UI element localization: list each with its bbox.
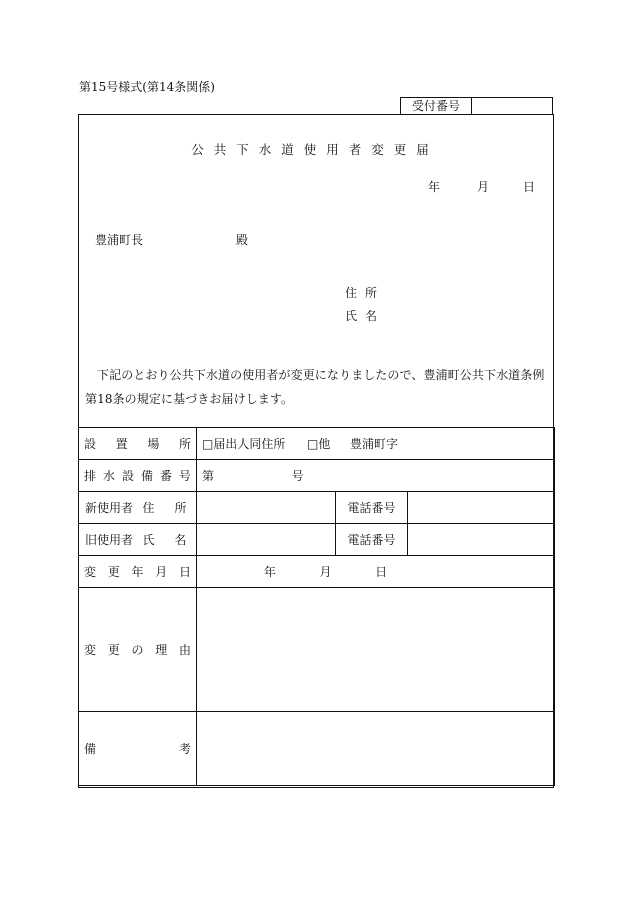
label-char: 変: [84, 643, 97, 657]
label-char: 置: [115, 437, 128, 451]
label-char: 変: [84, 565, 97, 579]
reason-label-text: [84, 641, 191, 658]
declaration-text: 下記のとおり公共下水道の使用者が変更になりましたので、豊浦町公共下水道条例第18条の規定に基づきお届けします。: [85, 368, 545, 406]
label-char: 所: [178, 437, 191, 451]
change-date-field[interactable]: [197, 556, 555, 588]
new-user-address-field[interactable]: [197, 492, 336, 524]
label-char: 更: [107, 643, 120, 657]
change-date-day: 日: [375, 565, 388, 579]
label-char: 号: [178, 469, 191, 483]
change-date-month: 月: [319, 565, 332, 579]
reason-label: [79, 588, 197, 712]
old-user-name-field[interactable]: [197, 524, 336, 556]
drain-number-label-text: [84, 467, 191, 484]
label-char: 氏: [142, 533, 155, 547]
location-label: [79, 428, 197, 460]
same-address-checkbox[interactable]: □届出人同住所: [202, 437, 286, 451]
receipt-number-field[interactable]: [472, 98, 552, 115]
old-user-name-label: [137, 524, 197, 556]
label-char: 備: [84, 742, 97, 756]
new-user-phone-label: 電話番号: [336, 492, 408, 524]
new-user-label: 新使用者: [79, 492, 137, 524]
label-char: 住: [142, 501, 155, 515]
label-char: 考: [178, 742, 191, 756]
remarks-field[interactable]: [197, 712, 555, 786]
addressee: 豊浦町長: [95, 233, 144, 247]
label-char: 排: [84, 469, 97, 483]
form-table: [78, 427, 555, 786]
date-month-label: 月: [477, 180, 490, 194]
change-date-label-text: [84, 563, 191, 580]
remarks-label-text: [84, 740, 191, 757]
new-user-address-text: [143, 499, 187, 516]
change-date-year: 年: [263, 565, 276, 579]
old-user-label: 旧使用者: [79, 524, 137, 556]
honorific: 殿: [236, 233, 249, 247]
new-user-address-label: [137, 492, 197, 524]
old-user-phone-field[interactable]: [408, 524, 555, 556]
label-char: 所: [174, 501, 187, 515]
label-char: 設: [84, 437, 97, 451]
label-char: 番: [159, 469, 172, 483]
label-char: 日: [178, 565, 191, 579]
location-label-text: [84, 435, 191, 452]
label-char: 名: [174, 533, 187, 547]
receipt-number-box: [400, 97, 553, 115]
label-char: 備: [140, 469, 153, 483]
other-checkbox[interactable]: □他: [307, 437, 331, 451]
form-number: 第15号様式(第14条関係): [79, 80, 215, 94]
reason-field[interactable]: [197, 588, 555, 712]
applicant-name-label: 氏名: [345, 309, 386, 323]
label-char: 年: [131, 565, 144, 579]
new-user-phone-field[interactable]: [408, 492, 555, 524]
location-field[interactable]: [197, 428, 555, 460]
label-char: 場: [147, 437, 160, 451]
applicant-address-label: 住所: [345, 286, 386, 300]
drain-number-prefix: 第: [202, 469, 215, 483]
date-day-label: 日: [523, 180, 536, 194]
date-year-label: 年: [428, 180, 441, 194]
label-char: の: [131, 643, 144, 657]
label-char: 理: [155, 643, 168, 657]
label-char: 更: [107, 565, 120, 579]
receipt-number-label: 受付番号: [401, 98, 472, 115]
label-char: 月: [155, 565, 168, 579]
old-user-name-text: [143, 531, 187, 548]
drain-number-field[interactable]: [197, 460, 555, 492]
form-title: 公共下水道使用者変更届: [191, 142, 439, 157]
label-char: 水: [102, 469, 115, 483]
drain-number-label: [79, 460, 197, 492]
remarks-label: [79, 712, 197, 786]
label-char: 設: [121, 469, 134, 483]
change-date-label: [79, 556, 197, 588]
drain-number-suffix: 号: [291, 469, 304, 483]
town-label: 豊浦町字: [350, 437, 399, 451]
old-user-phone-label: 電話番号: [336, 524, 408, 556]
label-char: 由: [178, 643, 191, 657]
